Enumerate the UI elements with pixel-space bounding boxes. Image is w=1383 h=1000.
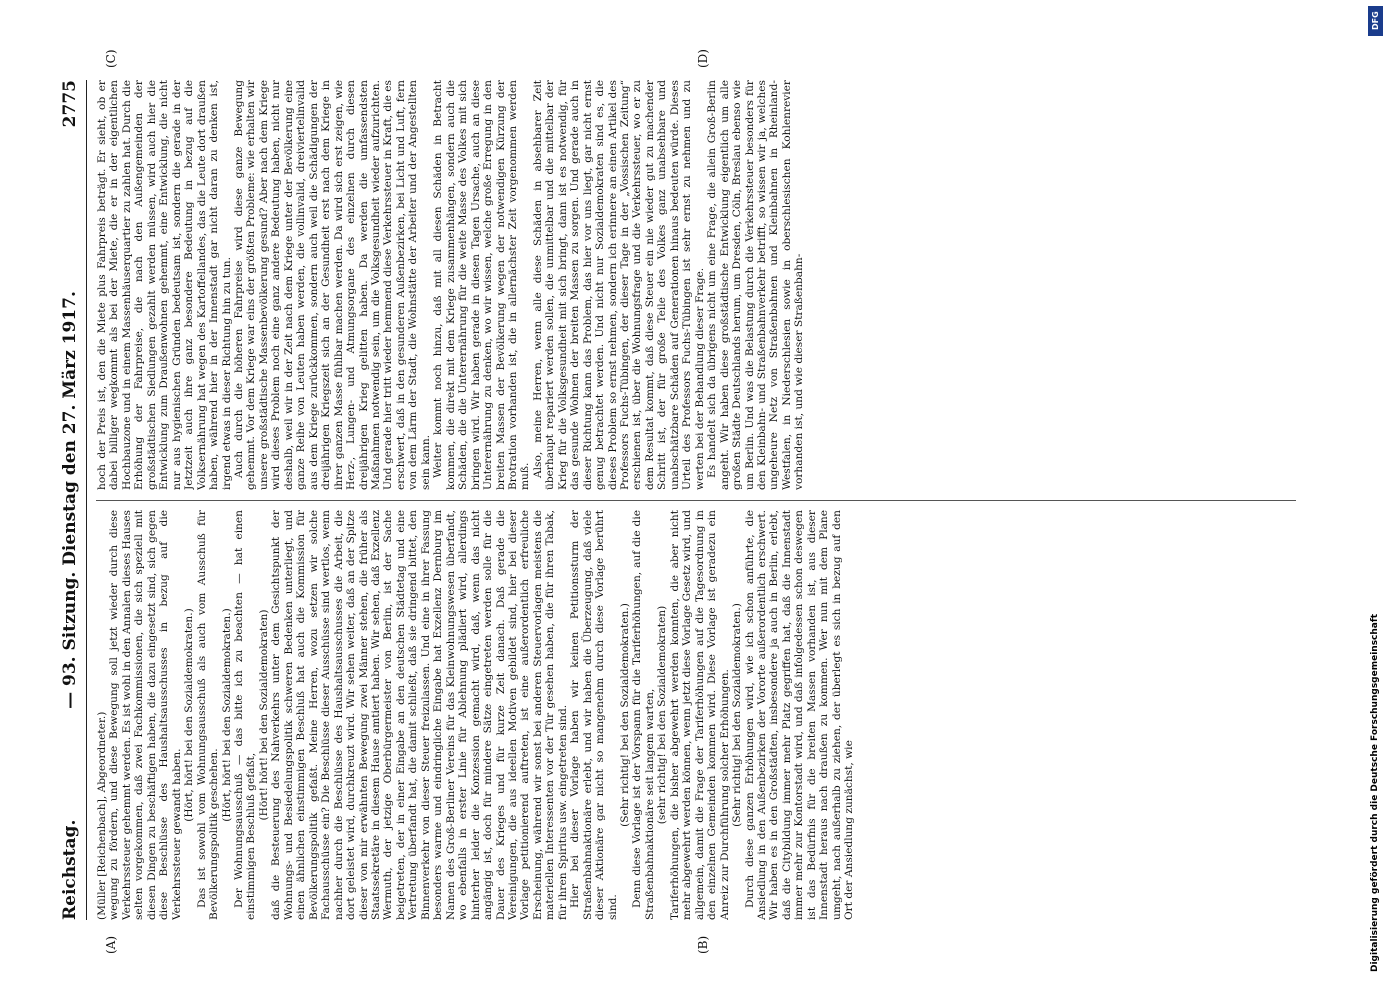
header-left: Reichstag. bbox=[60, 819, 80, 920]
paragraph: Tariferhöhungen, die bisher abgewehrt werden konnten, die aber nicht mehr abgewehrt werden können, wenn jetzt diese Vorlage Gesetz wird, und allgemein, damit die Frage der Tariferhöhungen auf die Tagesordnung in den einzelnen Gemeinden kommen wird. Diese Vorlage ist geradezu ein Anreiz zur Durchführung solcher Erhöhungen. bbox=[668, 510, 731, 920]
paragraph: (Sehr richtig! bei den Sozialdemokraten.) bbox=[731, 603, 744, 827]
margin-mark-a: (A) bbox=[104, 935, 118, 954]
page-number: 2775 bbox=[60, 80, 80, 128]
page-header bbox=[56, 80, 87, 920]
left-column bbox=[96, 510, 1296, 920]
paragraph: daß die Besteuerung des Nahverkehrs unter dem Gesichtspunkt der Wohnungs- und Besiedelungspolitik schweren Bedenken unterliegt, und einen ähnlichen einstimmigen Beschluß hat auch die Kommission für Bevölkerungspolitik gefaßt. Meine Herren, wozu setzen wir solche Fachausschüsse ein? Die Beschlüsse dieser Ausschüsse sind wertlos, wenn nachher durch die Beschlüsse des Haushaltsausschusses die Arbeit, die dort geleistet wird, durchkreuzt wird. Wir sehen weiter, daß an der Spitze dieser von mir erwähnten Bewegung zwei Männer stehen, die früher als Staatssekretäre in diesem Hause amtiert haben. Wir sehen, daß Exzellenz Wermuth, der jetzige Oberbürgermeister von Berlin, ist der Sache beigetreten, der in einer Eingabe an den deutschen Städtetag und eine Vertretung überfandt hat, die damit schließt, daß sie dringend bittet, den Binnenverkehr von dieser Steuer freizulassen. Und eine in ihrer Fassung besonders warme und eindringliche Eingabe hat Exzellenz Dernburg im Namen des Groß-Berliner Vereins für das Kleinwohnungswesen überfandt, wo ebenfalls in erster Linie für Ablehnung plädiert wird, allerdings hinterher leider die Konzession gemacht wird, daß, wenn das nicht angängig ist, doch für mindere Sätze eingetreten werden solle für die Dauer des Krieges und für kurze Zeit danach. Daß gerade die Vereinigungen, die aus ideellen Motiven gebildet sind, hier bei dieser Vorlage petitionierend auftreten, ist eine außerordentlich erfreuliche Erscheinung, während wir sonst bei anderen Steuervorlagen meistens die materiellen Interessenten vor der Tür gesehen haben, die für ihren Tabak, für ihren Spiritus usw. eingetreten sind. bbox=[270, 510, 569, 920]
paragraph: Denn diese Vorlage ist der Vorspann für die Tariferhöhungen, auf die die Straßenbahnaktionäre seit langem warten, bbox=[631, 510, 656, 920]
paragraph: (Sehr richtig! bei den Sozialdemokraten.) bbox=[619, 603, 632, 827]
paragraph: Durch diese ganzen Erhöhungen wird, wie ich schon anführte, die Ansiedlung in den Außenbezirken der Vororte außerordentlich erschwert. Wir haben es in den Großstädten, insbesondere ja auch in Berlin, erlebt, daß die Citybildung immer mehr Platz gegriffen hat, daß die Innenstadt immer mehr zur Kontorstadt wird, und daß infolgedessen schon deswegen ist das Bedürfnis für die breiten Massen vorhanden ist, aus dieser Innenstadt heraus nach draußen zu kommen. Wer nun mit dem Plane umgeht, nach außerhalb zu ziehen, der überlegt es sich in bezug auf den Ort der Ansiedlung zunächst, wie bbox=[743, 510, 856, 920]
dfg-logo-icon: DFG bbox=[1368, 6, 1383, 36]
paragraph: Es handelt sich da übrigens nicht um eine Frage, die allein Groß-Berlin angeht. Wir haben diese großstädtische Entwicklung eigentlich um alle großen Städte Deutschlands herum, um Dresden, Cöln, Breslau ebenso wie um Berlin. Und was die Belastung durch die Verkehrssteuer besonders für den Kleinbahn- und Straßenbahnverkehr betrifft, so wissen wir ja, welches ungeheure Netz von Straßenbahnen und Kleinbahnen in Rheinland-Westfalen, in Niederschlesien sowie in oberschlesischen Kohlenrevier vorhanden ist, und wie dieser Straßenbahn- bbox=[706, 80, 806, 490]
paragraph: wegung zu fördern, und diese Bewegung soll jetzt wieder durch diese Verkehrssteuer gehemmt werden. Es ist wohl in den Annalen dieses Hauses selten vorgekommen, daß zwei Fachkommissionen, die sich speziell mit diesen Dingen zu beschäftigen haben, die dazu eingesetzt sind, sich gegen diese Beschlüsse des Haushaltsausschusses in bezug auf die Verkehrssteuer gewandt haben. bbox=[108, 510, 183, 920]
column-divider bbox=[96, 500, 1296, 501]
paragraph: (Hört! hört! bei den Sozialdemokraten) bbox=[257, 609, 270, 821]
scanned-page bbox=[56, 49, 1306, 954]
paragraph: Das ist sowohl vom Wohnungsausschuß als auch vom Ausschuß für Bevölkerungspolitik geschehen. bbox=[195, 510, 221, 920]
paragraph: Hier bei dieser Vorlage haben wir keinen Petitionssturm der Straßenbahnaktionäre erlebt, und wir haben die Überzeugung, daß viele dieser Aktionäre gar nicht so mangenehm durch diese Vorlage berührt sind. bbox=[569, 510, 619, 920]
margin-mark-c: (C) bbox=[104, 49, 118, 68]
margin-mark-b: (B) bbox=[696, 935, 710, 954]
header-center: — 93. Sitzung. Dienstag den 27. März 1917. bbox=[60, 291, 80, 709]
paragraph: (Hört, hört! bei den Sozialdemokraten.) bbox=[183, 608, 196, 822]
notice-text: Digitalisierung gefördert durch die Deutsche Forschungsgemeinschaft bbox=[1370, 613, 1380, 972]
right-column bbox=[96, 80, 1296, 490]
paragraph: Weiter kommt noch hinzu, daß mit all diesen Schäden in Betracht kommen, die direkt mit dem Kriege zusammenhängen, sondern auch die Schäden, die die Unterernährung für die weite Masse des Volkes mit sich bringen wird. Wir haben gerade in diesen Tagen Ursache, auch an diese Unterernährung zu denken, wo wir wissen, welche große Erregung in den breiten Massen der Bevölkerung wegen der notwendigen Kürzung der Brotration vorhanden ist, die in allernächster Zeit vorgenommen werden muß. bbox=[432, 80, 532, 490]
paragraph: (sehr richtig! bei den Sozialdemokraten) bbox=[656, 605, 669, 825]
paragraph: Also, meine Herren, wenn alle diese Schäden in absehbarer Zeit überhaupt repariert werden sollen, die unmittelbar und die mittelbar der Krieg für die Volksgesundheit mit sich bringt, dann ist es notwendig, für das gesunde Wohnen der breiten Massen zu sorgen. Und gerade auch in dieser Richtung kann das Problem, das hier vor uns liegt, gar nicht ernst genug betrachtet werden. Und nicht nur Sozialdemokraten sind es, die dieses Problem so ernst nehmen, sondern ich erinnere an einen Artikel des Professors Fuchs-Tübingen, der dieser Tage in der „Vossischen Zeitung“ erschienen ist, über die Wohnungsfrage und die Verkehrssteuer, wo er zu dem Resultat kommt, daß diese Steuer ein nie wieder gut zu machender Schritt ist, der für große Teile des Volkes ganz unabsehbare und unabschätzbare Schäden auf Generationen hinaus bedeuten würde. Dieses Urteil des Professors Fuchs-Tübingen ist sehr ernst zu nehmen und zu werten bei der Behandlung dieser Frage. bbox=[531, 80, 706, 490]
margin-mark-d: (D) bbox=[696, 49, 710, 68]
paragraph: (Müller [Reichenbach], Abgeordneter.) bbox=[96, 711, 108, 920]
paragraph: Auch durch die höheren Fahrpreise wird diese ganze Bewegung gehemmt. Vor dem Kriege war eins der größten Probleme: wie erhalten wir unsere großstädtische Massenbevölkerung gesund? Aber nach dem Kriege wird dieses Problem noch eine ganz andere Bedeutung haben, nicht nur deshalb, weil wir in der Zeit nach dem Kriege unter der Bevölkerung eine ganze Reihe von Leuten haben werden, die vollinvalid, dreiviertelinvalid aus dem Kriege zurückkommen, sondern auch weil die Schädigungen der dreijährigen Kriegszeit sich an der Gesundheit erst nach dem Kriege in ihrer ganzen Masse fühlbar machen werden. Da wird sich erst zeigen, wie Herz-, Lungen- und Atmungsorgane des einzelnen durch diesen dreijährigen Krieg gelitten haben. Da werden die umfassendsten Maßnahmen notwendig sein, um die Volksgesundheit wieder aufzurichten. Und gerade hier tritt wieder hemmend diese Verkehrssteuer in Kraft, die es erschwert, daß in den gesunderen Außenbezirken, bei Licht und Luft, fern von dem Lärm der Stadt, die Wohnstätte der Arbeiter und der Angestellten sein kann. bbox=[232, 80, 432, 490]
paragraph: Der Wohnungsausschuß — das bitte ich zu beachten — hat einen einstimmigen Beschluß gefaßt, bbox=[232, 510, 258, 920]
digitization-notice bbox=[1368, 6, 1383, 986]
paragraph: (Hört, hört! bei den Sozialdemokraten.) bbox=[220, 608, 233, 822]
paragraph: hoch der Preis ist, den die Miete plus Fahrpreis beträgt. Er sieht, ob er dabei billiger wegkommt als bei der Miete, die er in der eigentlichen Hochbauzone und in einem Massenhäuserquartier zu zahlen hat. Durch die Erhöhung der Fahrpreise, die nach den Außengemeinden der großstädtischen Siedlungen gezahlt werden müssen, wird auch hier die Entwicklung zum Draußenwohnen gehemmt, eine Entwicklung, die nicht nur aus hygienischen Gründen bedeutsam ist, sondern die gerade in der Jetztzeit auch ihre ganz besondere Bedeutung in bezug auf die Volksernährung hat wegen des Kartoffellandes, das die Leute dort draußen haben, während hier in der Innenstadt gar nicht daran zu denken ist, irgend etwas in dieser Richtung hin zu tun. bbox=[96, 80, 233, 490]
